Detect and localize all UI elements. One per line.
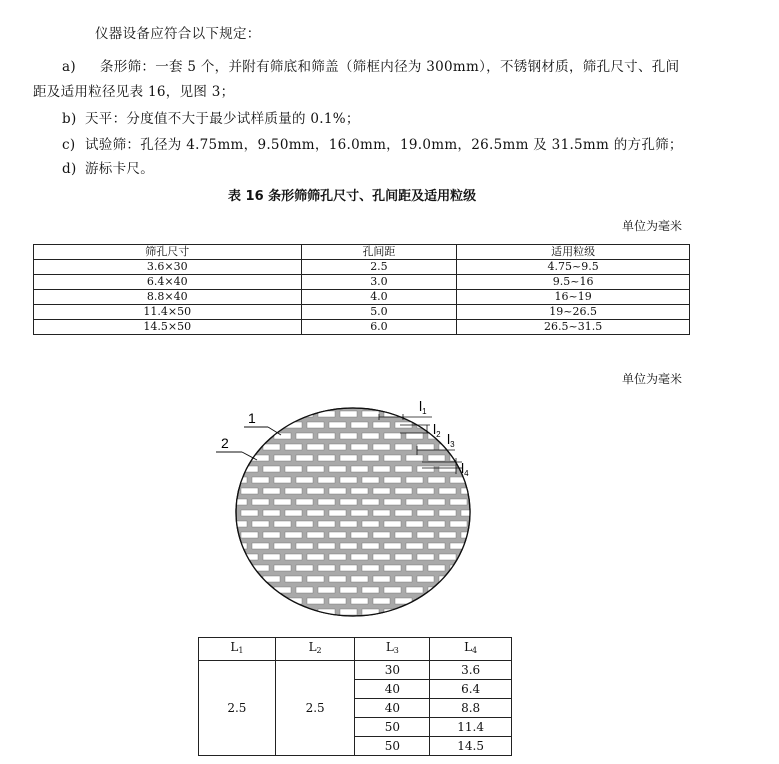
sieve-slot	[428, 521, 445, 527]
sieve-slot	[373, 532, 390, 538]
sieve-slot	[373, 422, 390, 428]
sieve-slot	[362, 411, 379, 417]
sieve-slot	[362, 477, 379, 483]
dim-l4-label: $l_4$	[461, 460, 469, 478]
sieve-slot	[461, 444, 478, 450]
sieve-slot	[329, 532, 346, 538]
sieve-slot	[252, 521, 269, 527]
table-row	[34, 260, 690, 275]
sieve-slot	[340, 565, 357, 571]
sieve-slot	[373, 488, 390, 494]
sieve-slot	[329, 466, 346, 472]
sieve-slot	[351, 598, 368, 604]
item-a	[62, 55, 679, 75]
sieve-slot	[285, 466, 302, 472]
sieve-slot	[329, 422, 346, 428]
sieve-slot	[439, 422, 456, 428]
sieve-slot	[406, 455, 423, 461]
sieve-slot	[384, 499, 401, 505]
item-b-marker: b)	[62, 111, 77, 127]
sieve-slot	[318, 543, 335, 549]
sieve-slot	[428, 543, 445, 549]
sieve-slot	[318, 499, 335, 505]
table-cell: 3.0	[301, 275, 457, 290]
dimension-table-header-row	[199, 638, 512, 661]
figure-unit: 单位为毫米	[622, 372, 683, 386]
item-c-marker: c)	[62, 137, 76, 153]
table-cell: 4.75~9.5	[457, 260, 690, 275]
sieve-slot	[417, 488, 434, 494]
sieve-slot	[241, 576, 258, 582]
sieve-slot	[296, 455, 313, 461]
table-cell: 40	[355, 680, 430, 699]
sieve-slot	[362, 587, 379, 593]
sieve-slot	[230, 411, 247, 417]
sieve-slot	[472, 521, 489, 527]
sieve-slot	[296, 565, 313, 571]
sieve-slot	[472, 587, 489, 593]
sieve-slot	[472, 433, 489, 439]
sieve-slot	[274, 477, 291, 483]
sieve-slot	[428, 477, 445, 483]
L1-value: 2.5	[199, 661, 276, 756]
sieve-slot	[461, 488, 478, 494]
sieve-slot	[219, 510, 236, 516]
sieve-slot	[241, 444, 258, 450]
sieve-slot	[318, 521, 335, 527]
sieve-slot	[362, 543, 379, 549]
table-cell: 11.4	[430, 718, 512, 737]
sieve-slot	[340, 433, 357, 439]
table-cell: 6.4×40	[34, 275, 302, 290]
sieve-slot	[230, 543, 247, 549]
sieve-slot	[252, 609, 269, 615]
sieve-slot	[230, 609, 247, 615]
sieve-slot	[230, 587, 247, 593]
sieve-slot	[450, 499, 467, 505]
table-row	[199, 661, 512, 680]
sieve-slot	[395, 554, 412, 560]
sieve-slot	[329, 444, 346, 450]
sieve-slot	[329, 576, 346, 582]
sieve-slot	[274, 609, 291, 615]
sieve-slot	[373, 510, 390, 516]
item-b-text: 天平：分度值不大于最少试样质量的 0.1%；	[85, 111, 360, 127]
sieve-slot	[285, 554, 302, 560]
sieve-slot	[318, 587, 335, 593]
sieve-slot	[384, 455, 401, 461]
sieve-slot	[219, 488, 236, 494]
sieve-slot	[351, 466, 368, 472]
table-cell: 3.6	[430, 661, 512, 680]
sieve-slot	[285, 576, 302, 582]
sieve-slot	[351, 554, 368, 560]
sieve-slot	[406, 433, 423, 439]
dim-l2-label: $l_2$	[433, 421, 441, 439]
sieve-slot	[252, 587, 269, 593]
item-b	[62, 107, 360, 127]
sieve-slot	[285, 532, 302, 538]
sieve-slot	[307, 510, 324, 516]
sieve-slot	[296, 609, 313, 615]
sieve-slot	[219, 466, 236, 472]
sieve-slot	[472, 499, 489, 505]
sieve-slot	[252, 433, 269, 439]
sieve-slot	[428, 455, 445, 461]
sieve-slot	[263, 466, 280, 472]
table-cell: 30	[355, 661, 430, 680]
sieve-slot	[439, 532, 456, 538]
sieve-slot	[461, 598, 478, 604]
item-a-continued: 距及适用粒径见表 16，见图 3；	[33, 84, 235, 100]
sieve-slot	[274, 565, 291, 571]
sieve-slot	[219, 576, 236, 582]
sieve-slot	[417, 576, 434, 582]
sieve-slot	[307, 554, 324, 560]
sieve-slot	[472, 455, 489, 461]
sieve-slot	[263, 444, 280, 450]
table-cell: 11.4×50	[34, 305, 302, 320]
sieve-slot	[285, 444, 302, 450]
sieve-slot	[340, 587, 357, 593]
sieve-slot	[373, 466, 390, 472]
sieve-slot	[296, 521, 313, 527]
table-cell: 6.0	[301, 320, 457, 335]
sieve-slot	[428, 499, 445, 505]
sieve-slot	[252, 543, 269, 549]
sieve-slot	[219, 554, 236, 560]
sieve-slot	[450, 609, 467, 615]
sieve-slot	[340, 411, 357, 417]
sieve-slot	[428, 565, 445, 571]
sieve-slot	[384, 477, 401, 483]
dimension-table	[198, 637, 512, 756]
sieve-slot	[230, 565, 247, 571]
sieve-slot	[274, 543, 291, 549]
sieve-slot	[439, 554, 456, 560]
sieve-slot	[329, 510, 346, 516]
sieve-slot	[417, 532, 434, 538]
sieve-slot	[395, 444, 412, 450]
sieve-slot	[439, 488, 456, 494]
sieve-slot	[472, 477, 489, 483]
table-cell: 16~19	[457, 290, 690, 305]
sieve-slot	[461, 554, 478, 560]
table-cell: 8.8×40	[34, 290, 302, 305]
table-cell: 50	[355, 737, 430, 756]
sieve-slot	[384, 521, 401, 527]
sieve-slot	[351, 488, 368, 494]
sieve-slot	[263, 554, 280, 560]
sieve-slot	[307, 598, 324, 604]
dim-l1-label: $l_1$	[419, 398, 427, 416]
sieve-slot	[450, 521, 467, 527]
sieve-slot	[274, 499, 291, 505]
sieve-slot	[362, 433, 379, 439]
table-cell: 50	[355, 718, 430, 737]
sieve-slot	[395, 488, 412, 494]
table-cell: 3.6×30	[34, 260, 302, 275]
sieve-slot	[439, 466, 456, 472]
sieve-slot	[329, 598, 346, 604]
sieve-slot	[241, 598, 258, 604]
sieve-slot	[285, 488, 302, 494]
sieve-slot	[241, 466, 258, 472]
table-cell: 14.5×50	[34, 320, 302, 335]
sieve-slot	[340, 499, 357, 505]
sieve-slot	[406, 477, 423, 483]
sieve-slot	[296, 433, 313, 439]
sieve-slot	[406, 543, 423, 549]
sieve-slot	[428, 411, 445, 417]
sieve-slot	[230, 499, 247, 505]
sieve-slot	[263, 488, 280, 494]
sieve-slot	[351, 422, 368, 428]
sieve-slot	[450, 587, 467, 593]
table-cell: 2.5	[301, 260, 457, 275]
sieve-slot	[340, 477, 357, 483]
sieve-slot	[296, 499, 313, 505]
sieve-slot	[296, 587, 313, 593]
sieve-slot	[307, 422, 324, 428]
sieve-slot	[450, 411, 467, 417]
sieve-slot	[362, 455, 379, 461]
sieve-slot	[417, 466, 434, 472]
sieve-slot	[318, 433, 335, 439]
sieve-slot	[263, 510, 280, 516]
callout-2-label: 2	[221, 435, 229, 451]
header-L1: $L_1$	[199, 638, 276, 661]
sieve-slot	[318, 455, 335, 461]
table-row	[34, 290, 690, 305]
sieve-slot	[362, 499, 379, 505]
table-cell: 8.8	[430, 699, 512, 718]
table-cell: 14.5	[430, 737, 512, 756]
item-c-text: 试验筛：孔径为 4.75mm，9.50mm，16.0mm，19.0mm，26.5mm 及 31.5mm 的方孔筛；	[85, 137, 683, 153]
sieve-slot	[351, 444, 368, 450]
sieve-slot	[307, 576, 324, 582]
sieve-slot	[252, 477, 269, 483]
header-L3: $L_3$	[355, 638, 430, 661]
sieve-slot	[351, 532, 368, 538]
sieve-slot	[307, 532, 324, 538]
table-cell: 19~26.5	[457, 305, 690, 320]
sieve-slot	[340, 455, 357, 461]
sieve-slot	[395, 532, 412, 538]
sieve-slot	[406, 521, 423, 527]
L2-value: 2.5	[275, 661, 355, 756]
sieve-slot	[307, 466, 324, 472]
sieve-slot	[307, 488, 324, 494]
sieve-slot	[351, 510, 368, 516]
table-row	[34, 320, 690, 335]
sieve-slot	[274, 411, 291, 417]
sieve-slot	[472, 543, 489, 549]
sieve-slot	[230, 521, 247, 527]
sieve-slot	[373, 554, 390, 560]
sieve-slot	[329, 554, 346, 560]
sieve-slot	[439, 598, 456, 604]
sieve-slot	[241, 532, 258, 538]
item-a-text: 条形筛：一套 5 个，并附有筛底和筛盖（筛框内径为 300mm），不锈钢材质，筛孔尺寸、孔间	[100, 59, 680, 75]
item-d	[62, 157, 154, 177]
sieve-slot	[252, 499, 269, 505]
sieve-slot	[296, 477, 313, 483]
item-a-marker: a)	[62, 59, 76, 75]
header-L2: $L_2$	[275, 638, 355, 661]
sieve-slot	[219, 532, 236, 538]
sieve-slot	[395, 576, 412, 582]
sieve-slot	[461, 576, 478, 582]
header-L4: $L_4$	[430, 638, 512, 661]
sieve-slot	[406, 565, 423, 571]
sieve-slot	[450, 433, 467, 439]
sieve-slot	[395, 466, 412, 472]
sieve-slot	[241, 554, 258, 560]
sieve-slot	[417, 598, 434, 604]
sieve-slot	[395, 510, 412, 516]
callout-1-label: 1	[248, 410, 256, 426]
sieve-slot	[472, 565, 489, 571]
table-cell: 26.5~31.5	[457, 320, 690, 335]
sieve-slot	[362, 521, 379, 527]
item-c	[62, 133, 683, 153]
sieve-slot	[274, 455, 291, 461]
sieve-slot	[439, 510, 456, 516]
sieve-slot	[373, 598, 390, 604]
sieve-slot	[230, 433, 247, 439]
sieve-slot	[318, 565, 335, 571]
table16-header: 筛孔尺寸	[34, 245, 302, 260]
sieve-slot	[340, 543, 357, 549]
sieve-slot	[406, 609, 423, 615]
sieve-slot	[285, 510, 302, 516]
sieve-slot	[230, 477, 247, 483]
sieve-slot	[384, 587, 401, 593]
sieve-slot	[340, 521, 357, 527]
table16-header-row	[34, 245, 690, 260]
sieve-slot	[329, 488, 346, 494]
item-d-text: 游标卡尺。	[85, 161, 154, 177]
table16-header: 孔间距	[301, 245, 457, 260]
sieve-slot	[428, 609, 445, 615]
sieve-slot	[362, 565, 379, 571]
sieve-slot	[351, 576, 368, 582]
table16-unit: 单位为毫米	[622, 219, 683, 233]
sieve-slot	[241, 488, 258, 494]
sieve-slot	[230, 455, 247, 461]
sieve-slot	[461, 532, 478, 538]
sieve-slot	[263, 598, 280, 604]
sieve-slot	[461, 422, 478, 428]
sieve-slot	[417, 510, 434, 516]
sieve-slot	[219, 422, 236, 428]
sieve-slot	[219, 598, 236, 604]
sieve-slot	[340, 609, 357, 615]
sieve-slot	[406, 499, 423, 505]
sieve-slot	[472, 609, 489, 615]
sieve-slot	[417, 444, 434, 450]
sieve-slot	[296, 411, 313, 417]
sieve-slot	[384, 565, 401, 571]
sieve-slot	[241, 510, 258, 516]
sieve-slot	[263, 532, 280, 538]
table-cell: 6.4	[430, 680, 512, 699]
sieve-slot	[472, 411, 489, 417]
sieve-figure	[0, 390, 779, 630]
intro-text: 仪器设备应符合以下规定：	[95, 26, 261, 42]
table16-header: 适用粒级	[457, 245, 690, 260]
item-d-marker: d)	[62, 161, 77, 177]
table-row	[34, 275, 690, 290]
table-cell: 40	[355, 699, 430, 718]
table-row	[34, 305, 690, 320]
sieve-slot	[307, 444, 324, 450]
table16	[33, 244, 690, 335]
sieve-slot	[318, 477, 335, 483]
table-cell: 9.5~16	[457, 275, 690, 290]
sieve-slot	[384, 543, 401, 549]
table-cell: 4.0	[301, 290, 457, 305]
sieve-slot	[296, 543, 313, 549]
sieve-slot	[406, 587, 423, 593]
sieve-slot	[373, 444, 390, 450]
sieve-slot	[439, 576, 456, 582]
table16-caption: 表 16 条形筛筛孔尺寸、孔间距及适用粒级	[228, 189, 477, 204]
sieve-slot	[384, 433, 401, 439]
sieve-slot	[274, 521, 291, 527]
sieve-slot	[373, 576, 390, 582]
dim-l3-label: $l_3$	[447, 431, 455, 449]
sieve-slot	[417, 554, 434, 560]
table-cell: 5.0	[301, 305, 457, 320]
